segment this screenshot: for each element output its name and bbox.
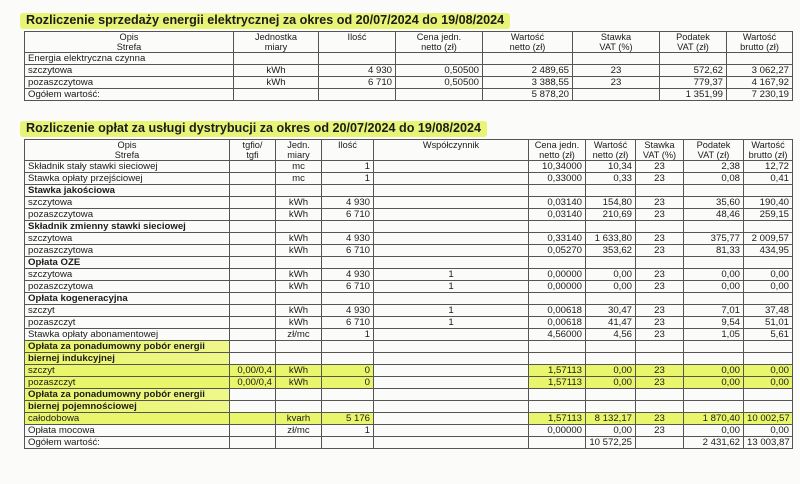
table-cell — [744, 221, 793, 233]
table-cell: 2 009,57 — [744, 233, 793, 245]
table-cell: 0,08 — [684, 173, 744, 185]
table-cell: 23 — [573, 65, 660, 77]
table-cell: 0,00000 — [529, 269, 586, 281]
table-cell: Opłata OZE — [25, 257, 230, 269]
table-cell: 23 — [636, 245, 684, 257]
table-cell: kWh — [276, 197, 322, 209]
table-cell — [586, 185, 636, 197]
table-cell: 8 132,17 — [586, 413, 636, 425]
table-cell — [230, 209, 276, 221]
table-cell — [230, 269, 276, 281]
table-row — [25, 281, 793, 293]
table-row — [25, 305, 793, 317]
table-cell: mc — [276, 173, 322, 185]
table-cell: 0,00 — [586, 281, 636, 293]
table-cell — [322, 257, 374, 269]
table-cell: mc — [276, 161, 322, 173]
table-cell: 0,00 — [586, 269, 636, 281]
col-header-unit-price: Cena jedn. netto (zł) — [529, 140, 586, 161]
table-row — [25, 173, 793, 185]
table-cell: zł/mc — [276, 329, 322, 341]
table-cell — [684, 389, 744, 401]
col-header-vat-amount: Podatek VAT (zł) — [660, 32, 727, 53]
table-cell: kWh — [276, 233, 322, 245]
table-cell — [276, 401, 322, 413]
table-cell: 0,00 — [744, 269, 793, 281]
table-cell: 23 — [636, 161, 684, 173]
table-cell — [744, 389, 793, 401]
table-cell — [322, 185, 374, 197]
table-cell: Opłata kogeneracyjna — [25, 293, 230, 305]
table-cell: Składnik stały stawki sieciowej — [25, 161, 230, 173]
table-cell — [230, 281, 276, 293]
col-header-unit: Jednostka miary — [234, 32, 319, 53]
table-cell: 0,50500 — [396, 77, 483, 89]
table-cell — [529, 353, 586, 365]
table-cell: 0,00 — [744, 365, 793, 377]
table-cell: 375,77 — [684, 233, 744, 245]
table-cell: kWh — [276, 269, 322, 281]
table-cell — [276, 221, 322, 233]
table-cell — [744, 185, 793, 197]
table-header — [25, 32, 793, 53]
table-row — [25, 269, 793, 281]
table-cell: pozaszczytowa — [25, 245, 230, 257]
table-cell — [322, 221, 374, 233]
table-cell: 1 — [322, 173, 374, 185]
table-cell: 1 633,80 — [586, 233, 636, 245]
table-cell: 1,57113 — [529, 365, 586, 377]
table-cell — [230, 425, 276, 437]
table-cell: 4 930 — [322, 269, 374, 281]
table-cell — [744, 401, 793, 413]
table-cell: 4 930 — [319, 65, 396, 77]
table-cell: całodobowa — [25, 413, 230, 425]
table-cell: 4,56000 — [529, 329, 586, 341]
table-cell: 210,69 — [586, 209, 636, 221]
table-cell: 6 710 — [322, 209, 374, 221]
table-cell — [374, 245, 529, 257]
group-row: Energia elektryczna czynna — [25, 53, 793, 65]
table-cell: pozaszczytowa — [25, 281, 230, 293]
table-cell: 0,00618 — [529, 305, 586, 317]
table-cell: 4 930 — [322, 197, 374, 209]
table-cell — [586, 293, 636, 305]
table-cell — [230, 161, 276, 173]
table-cell: 10 002,57 — [744, 413, 793, 425]
table-cell: 0,00 — [744, 377, 793, 389]
table-cell: szczytowa — [25, 269, 230, 281]
table-cell: 2 489,65 — [483, 65, 573, 77]
table-cell — [374, 233, 529, 245]
table-cell — [586, 341, 636, 353]
col-header-unit: Jedn. miary — [276, 140, 322, 161]
table-cell: 0,05270 — [529, 245, 586, 257]
col-header-description: Opis Strefa — [25, 140, 230, 161]
table-row — [25, 413, 793, 425]
table-cell — [586, 389, 636, 401]
group-row — [25, 341, 793, 353]
table-cell — [586, 401, 636, 413]
table-cell: 1,57113 — [529, 377, 586, 389]
table-cell — [322, 389, 374, 401]
table-cell — [529, 185, 586, 197]
col-header-description: Opis Strefa — [25, 32, 234, 53]
section2-title: Rozliczenie opłat za usługi dystrybucji za okres od 20/07/2024 do 19/08/2024 — [22, 120, 485, 136]
table-cell — [230, 413, 276, 425]
table-cell — [684, 185, 744, 197]
table-cell — [636, 401, 684, 413]
table-cell: 1 — [374, 305, 529, 317]
table-cell: Składnik zmienny stawki sieciowej — [25, 221, 230, 233]
table-cell: 35,60 — [684, 197, 744, 209]
table-cell: 3 388,55 — [483, 77, 573, 89]
table-cell: 1 — [374, 269, 529, 281]
table-cell: kvarh — [276, 413, 322, 425]
table-cell: 0,00 — [684, 281, 744, 293]
table-cell — [684, 341, 744, 353]
table-row — [25, 245, 793, 257]
col-header-vat-rate: Stawka VAT (%) — [636, 140, 684, 161]
table-cell — [374, 389, 529, 401]
table-cell: 154,80 — [586, 197, 636, 209]
table-cell — [636, 341, 684, 353]
table-cell: 0 — [322, 365, 374, 377]
table-row — [25, 65, 793, 77]
table-cell — [529, 257, 586, 269]
table-cell: 1,05 — [684, 329, 744, 341]
table-cell: szczytowa — [25, 65, 234, 77]
table-cell: 0,00 — [684, 425, 744, 437]
table-cell: 3 062,27 — [727, 65, 793, 77]
table-cell — [529, 221, 586, 233]
table-cell: 7,01 — [684, 305, 744, 317]
table-cell — [529, 341, 586, 353]
table-row — [25, 425, 793, 437]
table-cell: biernej pojemnościowej — [25, 401, 230, 413]
table-cell: 51,01 — [744, 317, 793, 329]
table-cell — [374, 161, 529, 173]
table-cell: szczytowa — [25, 233, 230, 245]
table-cell: 9,54 — [684, 317, 744, 329]
table-cell — [586, 257, 636, 269]
table-cell: 0,00 — [586, 377, 636, 389]
table-cell: 0,00 — [586, 425, 636, 437]
table-row — [25, 77, 793, 89]
table-cell — [374, 173, 529, 185]
group-row — [25, 389, 793, 401]
table-cell — [374, 413, 529, 425]
table-cell: pozaszczytowa — [25, 77, 234, 89]
table-cell: 0,33140 — [529, 233, 586, 245]
table-cell — [374, 209, 529, 221]
table-cell: szczytowa — [25, 197, 230, 209]
table-cell: 0,33 — [586, 173, 636, 185]
table-cell: 1 — [322, 425, 374, 437]
table-cell: 5,61 — [744, 329, 793, 341]
table-row — [25, 377, 793, 389]
table-cell — [684, 293, 744, 305]
table-cell — [276, 185, 322, 197]
table-cell: 23 — [636, 329, 684, 341]
group-row — [25, 185, 793, 197]
table-cell: 10,34000 — [529, 161, 586, 173]
col-header-coefficient: Współczynnik — [374, 140, 529, 161]
table-cell: 0,00618 — [529, 317, 586, 329]
table-cell: pozaszczyt — [25, 317, 230, 329]
table-cell — [374, 353, 529, 365]
table-cell: 353,62 — [586, 245, 636, 257]
table-cell: 4 930 — [322, 233, 374, 245]
table-cell: 6 710 — [319, 77, 396, 89]
table-cell — [529, 401, 586, 413]
table-cell: 1 — [322, 329, 374, 341]
table-cell: Stawka opłaty abonamentowej — [25, 329, 230, 341]
table-cell: Stawka opłaty przejściowej — [25, 173, 230, 185]
table-cell: biernej indukcyjnej — [25, 353, 230, 365]
table-cell: kWh — [276, 377, 322, 389]
table-cell — [230, 233, 276, 245]
table-cell: 10,34 — [586, 161, 636, 173]
table-cell — [374, 329, 529, 341]
table-cell: pozaszczyt — [25, 377, 230, 389]
table-cell — [230, 389, 276, 401]
table-cell: 23 — [636, 305, 684, 317]
table-cell: 12,72 — [744, 161, 793, 173]
table-cell: 1 — [374, 281, 529, 293]
table-cell — [636, 185, 684, 197]
table-cell: 0,00000 — [529, 425, 586, 437]
table-cell — [529, 293, 586, 305]
table-cell — [374, 257, 529, 269]
group-row — [25, 293, 793, 305]
table-cell: Opłata za ponadumowny pobór energii — [25, 389, 230, 401]
table-row — [25, 209, 793, 221]
table-cell: 23 — [636, 365, 684, 377]
table-cell — [374, 365, 529, 377]
total-row: Ogółem wartość: 10 572,25 2 431,62 13 003,87 — [25, 437, 793, 449]
table-cell — [374, 401, 529, 413]
table-cell — [636, 353, 684, 365]
table-cell — [684, 221, 744, 233]
table-cell: 6 710 — [322, 245, 374, 257]
table-cell: 0,00 — [684, 377, 744, 389]
table-cell: kWh — [276, 305, 322, 317]
table-cell: 4 930 — [322, 305, 374, 317]
table-cell — [230, 221, 276, 233]
table-cell: 23 — [636, 233, 684, 245]
group-row — [25, 401, 793, 413]
table-cell: 23 — [636, 413, 684, 425]
table-cell — [276, 389, 322, 401]
table-cell: 2,38 — [684, 161, 744, 173]
table-cell: 0,00 — [744, 425, 793, 437]
col-header-vat-amount: Podatek VAT (zł) — [684, 140, 744, 161]
table-cell: 6 710 — [322, 317, 374, 329]
sales-table — [24, 31, 793, 101]
table-cell — [374, 377, 529, 389]
table-cell — [684, 353, 744, 365]
table-row — [25, 329, 793, 341]
table-cell: 23 — [636, 209, 684, 221]
table-cell: 6 710 — [322, 281, 374, 293]
table-cell: 5 176 — [322, 413, 374, 425]
table-cell: 190,40 — [744, 197, 793, 209]
table-cell: 259,15 — [744, 209, 793, 221]
table-cell — [230, 293, 276, 305]
table-cell: 0,33000 — [529, 173, 586, 185]
table-cell — [636, 221, 684, 233]
table-cell — [529, 389, 586, 401]
col-header-tgfi: tgfio/ tgfi — [230, 140, 276, 161]
table-cell: 1,57113 — [529, 413, 586, 425]
table-cell: 0,00 — [586, 365, 636, 377]
table-cell — [230, 257, 276, 269]
table-cell — [374, 221, 529, 233]
table-cell — [230, 173, 276, 185]
table-cell — [636, 257, 684, 269]
table-cell: 81,33 — [684, 245, 744, 257]
table-cell — [276, 353, 322, 365]
table-cell: Opłata za ponadumowny pobór energii — [25, 341, 230, 353]
table-cell: 0 — [322, 377, 374, 389]
table-cell: 0,00000 — [529, 281, 586, 293]
table-cell: 1 870,40 — [684, 413, 744, 425]
table-cell — [230, 305, 276, 317]
table-row — [25, 317, 793, 329]
table-cell — [744, 257, 793, 269]
table-cell: 1 — [322, 161, 374, 173]
col-header-net-value: Wartość netto (zł) — [483, 32, 573, 53]
table-cell — [374, 425, 529, 437]
table-cell: 30,47 — [586, 305, 636, 317]
table-header — [25, 140, 793, 161]
table-cell: 434,95 — [744, 245, 793, 257]
group-row — [25, 257, 793, 269]
table-cell: 41,47 — [586, 317, 636, 329]
table-cell: 48,46 — [684, 209, 744, 221]
table-cell: szczyt — [25, 305, 230, 317]
table-cell: szczyt — [25, 365, 230, 377]
table-cell: 23 — [636, 197, 684, 209]
total-row: Ogółem wartość: 5 878,20 1 351,99 7 230,19 — [25, 89, 793, 101]
table-cell: 0,41 — [744, 173, 793, 185]
group-row — [25, 221, 793, 233]
table-cell — [230, 329, 276, 341]
table-cell: 4,56 — [586, 329, 636, 341]
col-header-gross-value: Wartość brutto (zł) — [727, 32, 793, 53]
table-cell: 4 167,92 — [727, 77, 793, 89]
table-cell — [586, 353, 636, 365]
col-header-quantity: Ilość — [322, 140, 374, 161]
table-cell: 23 — [636, 425, 684, 437]
col-header-quantity: Ilość — [319, 32, 396, 53]
table-cell: 0,00/0,4 — [230, 377, 276, 389]
group-row — [25, 353, 793, 365]
table-cell: pozaszczytowa — [25, 209, 230, 221]
table-cell: kWh — [276, 365, 322, 377]
table-cell: 0,50500 — [396, 65, 483, 77]
col-header-gross-value: Wartość brutto (zł) — [744, 140, 793, 161]
table-cell: kWh — [234, 65, 319, 77]
table-cell — [322, 293, 374, 305]
table-cell — [374, 341, 529, 353]
table-cell: 23 — [636, 377, 684, 389]
table-row — [25, 233, 793, 245]
table-cell — [322, 341, 374, 353]
table-cell: 23 — [636, 317, 684, 329]
table-cell: 0,00 — [684, 365, 744, 377]
table-cell: 23 — [636, 281, 684, 293]
table-cell — [276, 293, 322, 305]
table-cell — [744, 353, 793, 365]
table-cell — [636, 293, 684, 305]
table-cell: 0,00 — [744, 281, 793, 293]
table-cell — [230, 197, 276, 209]
table-cell — [374, 293, 529, 305]
table-cell — [322, 401, 374, 413]
table-cell — [230, 341, 276, 353]
table-cell: 0,03140 — [529, 197, 586, 209]
table-row — [25, 161, 793, 173]
table-cell: Stawka jakościowa — [25, 185, 230, 197]
table-cell: 23 — [636, 173, 684, 185]
col-header-net-value: Wartość netto (zł) — [586, 140, 636, 161]
table-cell — [230, 317, 276, 329]
col-header-unit-price: Cena jedn. netto (zł) — [396, 32, 483, 53]
table-cell — [636, 389, 684, 401]
table-cell: kWh — [234, 77, 319, 89]
table-cell — [276, 257, 322, 269]
table-cell: 1 — [374, 317, 529, 329]
table-cell: kWh — [276, 281, 322, 293]
col-header-vat-rate: Stawka VAT (%) — [573, 32, 660, 53]
table-cell: 23 — [636, 269, 684, 281]
table-row — [25, 365, 793, 377]
table-cell — [684, 401, 744, 413]
table-cell: kWh — [276, 317, 322, 329]
table-cell: kWh — [276, 245, 322, 257]
table-cell — [744, 293, 793, 305]
distribution-table — [24, 139, 793, 449]
table-cell: 0,03140 — [529, 209, 586, 221]
table-cell: zł/mc — [276, 425, 322, 437]
table-cell: 0,00 — [684, 269, 744, 281]
table-cell: Opłata mocowa — [25, 425, 230, 437]
table-cell: 0,00/0,4 — [230, 365, 276, 377]
table-cell — [744, 341, 793, 353]
table-cell: 572,62 — [660, 65, 727, 77]
table-cell: 23 — [573, 77, 660, 89]
table-cell — [230, 185, 276, 197]
table-cell: 779,37 — [660, 77, 727, 89]
table-cell — [230, 353, 276, 365]
table-cell — [684, 257, 744, 269]
table-cell — [586, 221, 636, 233]
table-cell — [230, 401, 276, 413]
table-cell — [322, 353, 374, 365]
section1-title: Rozliczenie sprzedaży energii elektrycznej za okres od 20/07/2024 do 19/08/2024 — [22, 12, 508, 28]
table-cell — [230, 245, 276, 257]
table-cell — [374, 197, 529, 209]
table-cell: kWh — [276, 209, 322, 221]
table-cell: 37,48 — [744, 305, 793, 317]
table-row — [25, 197, 793, 209]
table-cell — [276, 341, 322, 353]
table-cell — [374, 185, 529, 197]
